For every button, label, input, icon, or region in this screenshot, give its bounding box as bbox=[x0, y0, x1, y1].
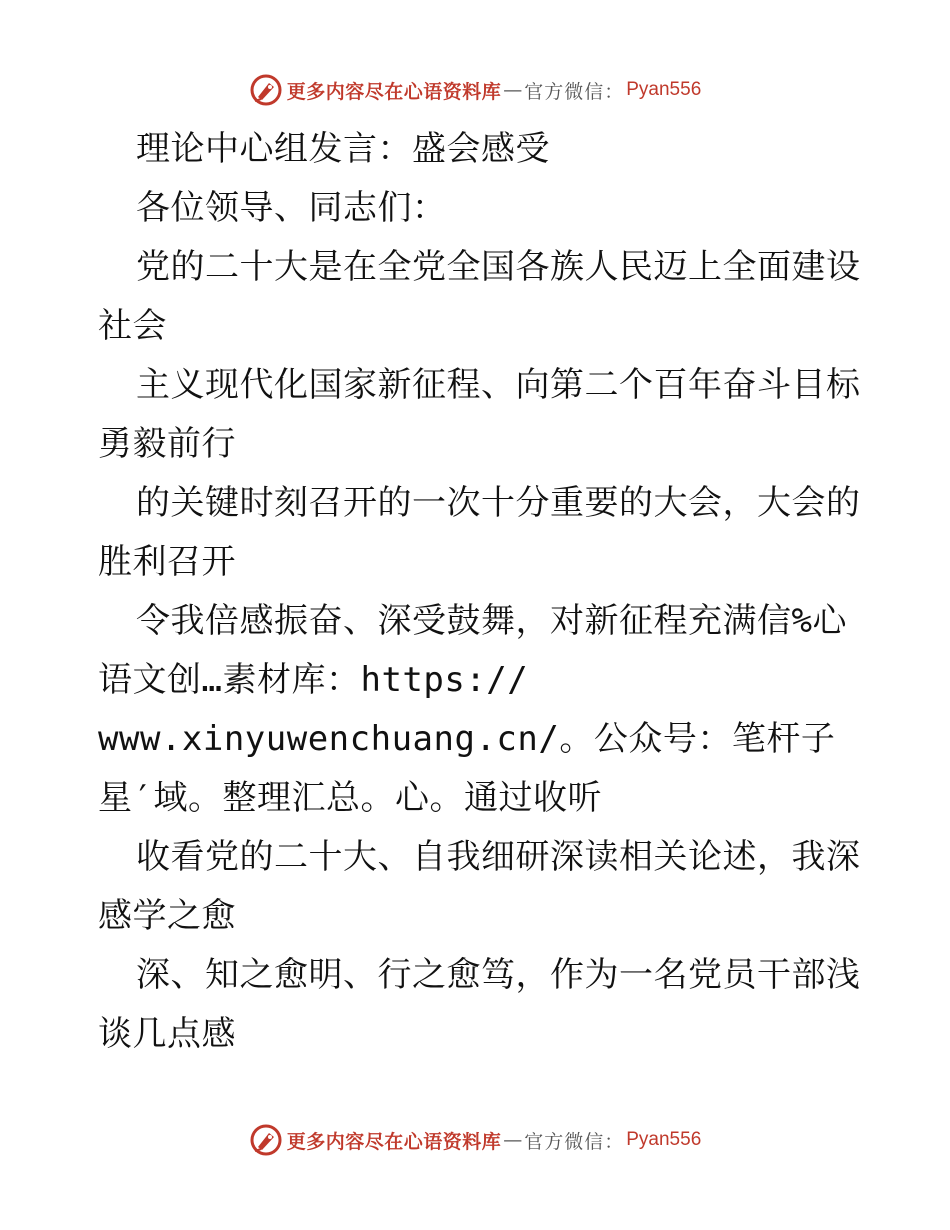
document-body bbox=[98, 120, 861, 1064]
header-banner-text: 更多内容尽在心语资料库 bbox=[286, 80, 502, 103]
paragraph-lines bbox=[98, 179, 861, 1064]
header-banner bbox=[0, 70, 950, 110]
document-title: 理论中心组发言：盛会感受 bbox=[136, 129, 550, 169]
text-line: 深、知之愈明、行之愈笃，作为一名党员干部浅 bbox=[136, 955, 861, 995]
text-line: 语文创…素材库：https:// bbox=[98, 660, 529, 700]
text-line: 令我倍感振奋、深受鼓舞，对新征程充满信%心 bbox=[136, 601, 847, 641]
text-line: 胜利召开 bbox=[98, 542, 236, 582]
text-line: 星′域。整理汇总。心。通过收听 bbox=[98, 778, 602, 818]
footer-banner-text: 更多内容尽在心语资料库 bbox=[286, 1130, 502, 1153]
footer-wechat-id: Pyan556 bbox=[626, 1129, 702, 1150]
text-line: 各位领导、同志们： bbox=[136, 188, 447, 228]
header-wechat-id: Pyan556 bbox=[626, 79, 702, 100]
text-line: 的关键时刻召开的一次十分重要的大会，大会的 bbox=[136, 483, 861, 523]
text-line: 主义现代化国家新征程、向第二个百年奋斗目标 bbox=[136, 365, 861, 405]
text-line: 社会 bbox=[98, 306, 167, 346]
text-line: 党的二十大是在全党全国各族人民迈上全面建设 bbox=[136, 247, 861, 287]
text-line: 收看党的二十大、自我细研深读相关论述，我深 bbox=[136, 837, 861, 877]
header-banner-label: 官方微信： bbox=[524, 80, 625, 103]
header-banner-separator: — bbox=[503, 79, 523, 101]
pen-nib-logo-icon bbox=[249, 73, 283, 107]
text-line: 感学之愈 bbox=[98, 896, 236, 936]
footer-banner-separator: — bbox=[503, 1129, 523, 1151]
text-line: 勇毅前行 bbox=[98, 424, 236, 464]
text-line: www.xinyuwenchuang.cn/。公众号：笔杆子 bbox=[98, 719, 836, 759]
footer-banner-label: 官方微信： bbox=[524, 1130, 625, 1153]
footer-banner bbox=[0, 1120, 950, 1160]
text-line: 谈几点感 bbox=[98, 1014, 236, 1054]
pen-nib-logo-icon bbox=[249, 1123, 283, 1157]
